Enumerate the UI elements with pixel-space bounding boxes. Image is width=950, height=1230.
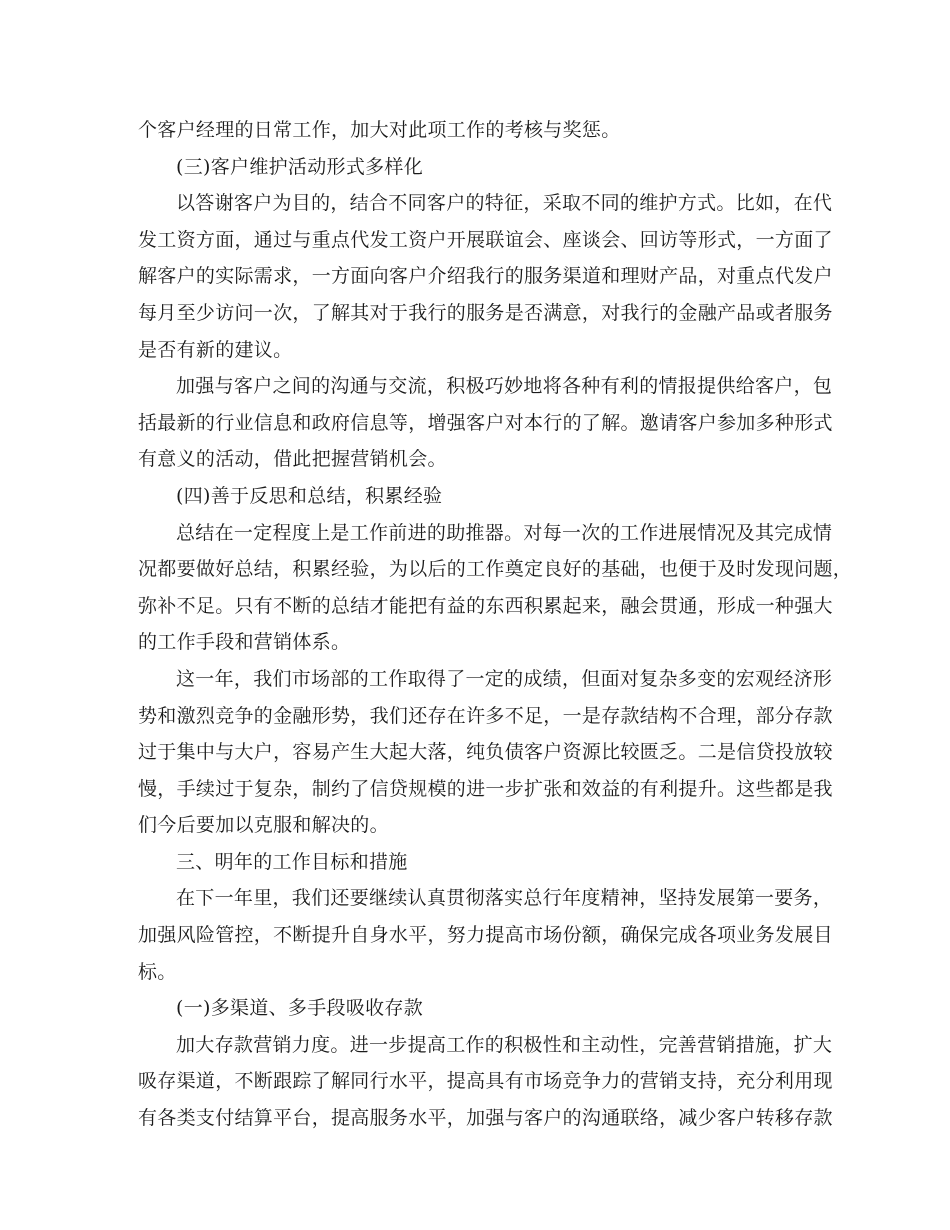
paragraph-line: 弥补不足。只有不断的总结才能把有益的东西积累起来，融会贯通，形成一种强大 bbox=[138, 594, 833, 617]
paragraph-line: 们今后要加以克服和解决的。 bbox=[138, 814, 389, 837]
section-heading: (三)客户维护活动形式多样化 bbox=[176, 155, 424, 178]
paragraph-line: 总结在一定程度上是工作前进的助推器。对每一次的工作进展情况及其完成情 bbox=[176, 521, 833, 544]
paragraph-line: 加强风险管控，不断提升自身水平，努力提高市场份额，确保完成各项业务发展目 bbox=[138, 924, 833, 947]
paragraph-line: 发工资方面，通过与重点代发工资户开展联谊会、座谈会、回访等形式，一方面了 bbox=[138, 228, 833, 251]
paragraph-line: 是否有新的建议。 bbox=[138, 338, 293, 361]
section-heading: (四)善于反思和总结，积累经验 bbox=[176, 484, 443, 507]
paragraph-line: 每月至少访问一次，了解其对于我行的服务是否满意，对我行的金融产品或者服务 bbox=[138, 301, 833, 324]
section-heading: (一)多渠道、多手段吸收存款 bbox=[176, 997, 424, 1020]
paragraph-line: 个客户经理的日常工作，加大对此项工作的考核与奖惩。 bbox=[138, 119, 621, 141]
paragraph-line: 在下一年里，我们还要继续认真贯彻落实总行年度精神，坚持发展第一要务， bbox=[176, 887, 833, 910]
paragraph-line: 况都要做好总结，积累经验，为以后的工作奠定良好的基础，也便于及时发现问题， bbox=[138, 558, 853, 581]
paragraph-line: 标。 bbox=[138, 960, 177, 983]
paragraph-line: 吸存渠道，不断跟踪了解同行水平，提高具有市场竞争力的营销支持，充分利用现 bbox=[138, 1070, 833, 1093]
document-body bbox=[138, 112, 853, 1137]
paragraph-line: 有各类支付结算平台，提高服务水平，加强与客户的沟通联络，减少客户转移存款 bbox=[138, 1107, 833, 1130]
paragraph-line: 加强与客户之间的沟通与交流，积极巧妙地将各种有利的情报提供给客户，包 bbox=[176, 375, 833, 398]
paragraph-line: 有意义的活动，借此把握营销机会。 bbox=[138, 448, 447, 471]
paragraph-line: 势和激烈竞争的金融形势，我们还存在许多不足，一是存款结构不合理，部分存款 bbox=[138, 704, 833, 727]
paragraph-line: 慢，手续过于复杂，制约了信贷规模的进一步扩张和效益的有利提升。这些都是我 bbox=[138, 777, 833, 800]
paragraph-line: 以答谢客户为目的，结合不同客户的特征，采取不同的维护方式。比如，在代 bbox=[176, 192, 833, 215]
paragraph-line: 加大存款营销力度。进一步提高工作的积极性和主动性，完善营销措施，扩大 bbox=[176, 1033, 833, 1056]
paragraph-line: 解客户的实际需求，一方面向客户介绍我行的服务渠道和理财产品，对重点代发户 bbox=[138, 265, 833, 288]
section-heading: 三、明年的工作目标和措施 bbox=[176, 850, 408, 873]
paragraph-line: 过于集中与大户，容易产生大起大落，纯负债客户资源比较匮乏。二是信贷投放较 bbox=[138, 741, 833, 764]
paragraph-line: 的工作手段和营销体系。 bbox=[138, 631, 351, 654]
paragraph-line: 这一年，我们市场部的工作取得了一定的成绩，但面对复杂多变的宏观经济形 bbox=[176, 667, 833, 690]
paragraph-line: 括最新的行业信息和政府信息等，增强客户对本行的了解。邀请客户参加多种形式 bbox=[138, 411, 833, 434]
